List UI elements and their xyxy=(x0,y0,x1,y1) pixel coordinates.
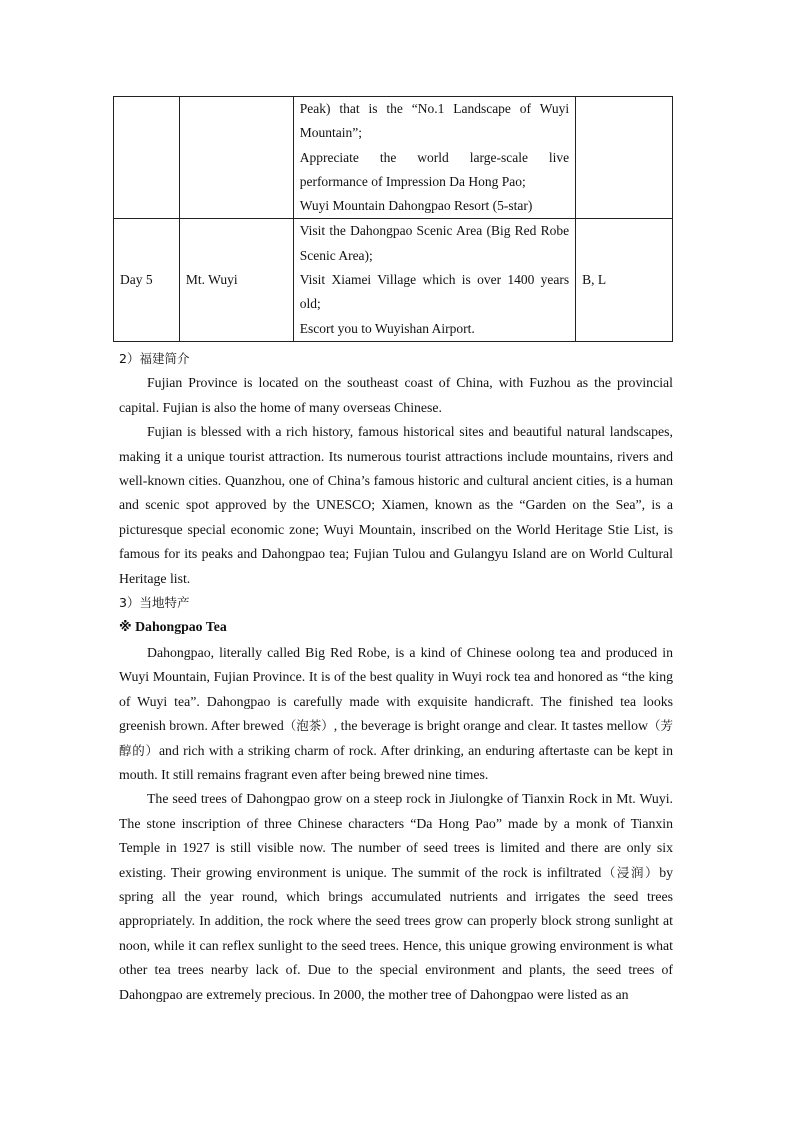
meals-cell xyxy=(576,97,673,219)
day-cell xyxy=(114,97,180,219)
place-cell xyxy=(179,97,293,219)
activity-line: Peak) that is the “No.1 Landscape of Wuyi Mountain”; xyxy=(299,101,570,141)
paragraph xyxy=(119,641,673,787)
text-run: by spring all the year round, which brings accumulated nutrients and irrigates the seed trees appropriately. In addition, the rock where the seed trees grow can properly block strong sunlight at noon, while it can reflex sunlight to the seed trees. Hence, this unique growing environment is what other tea trees nearby lack of. Due to the special environment and plants, the seed trees of Dahongpao are extremely precious. In 2000, the mother tree of Dahongpao were listed as an xyxy=(119,864,673,1002)
place-cell: Mt. Wuyi xyxy=(179,219,293,341)
product-title: Dahongpao Tea xyxy=(135,619,227,635)
activity-line: Wuyi Mountain Dahongpao Resort (5-star) xyxy=(299,198,533,214)
activity-line: Appreciate the world large-scale live performance of Impression Da Hong Pao; xyxy=(299,149,570,189)
activity-line: Escort you to Wuyishan Airport. xyxy=(299,320,475,336)
activity-line: Visit the Dahongpao Scenic Area (Big Red Robe Scenic Area); xyxy=(299,223,570,263)
table-row xyxy=(114,219,673,341)
reference-mark-icon: ※ xyxy=(119,620,132,636)
paragraph: Fujian Province is located on the southeast coast of China, with Fuzhou as the provincial capital. Fujian is also the home of many overseas Chinese. xyxy=(119,375,673,415)
activities-cell xyxy=(293,97,575,219)
chinese-gloss: （浸润） xyxy=(601,864,660,880)
paragraph: Fujian is blessed with a rich history, famous historical sites and beautiful natural landscapes, making it a unique tourist attraction. Its numerous tourist attractions include mountains, rivers and well-known cities. Quanzhou, one of China’s famous historic and cultural ancient cities, is a human and scenic spot approved by the UNESCO; Xiamen, known as the “Garden on the Sea”, is a picturesque special economic zone; Wuyi Mountain, inscribed on the World Heritage Stie List, is famous for its peaks and Dahongpao tea; Fujian Tulou and Gulangyu Island are on World Cultural Heritage list. xyxy=(119,424,673,586)
chinese-gloss: （芳醇的） xyxy=(119,718,673,758)
text-run: The seed trees of Dahongpao grow on a steep rock in Jiulongke of Tianxin Rock in Mt. Wuyi. The stone inscription of three Chinese characters “Da Hong Pao” made by a monk of Tianxin Temple in 1927 is still visible now. The number of seed trees is limited and there are only six existing. Their growing environment is unique. The summit of the rock is infiltrated xyxy=(119,791,673,880)
text-run: Dahongpao, literally called Big Red Robe, is a kind of Chinese oolong tea and produced in Wuyi Mountain, Fujian Province. It is of the best quality in Wuyi rock tea and honored as “the king of Wuyi tea”. Dahongpao is carefully made with exquisite handicraft. The finished tea looks greenish brown. After brewed xyxy=(119,644,673,734)
activities-cell xyxy=(293,219,575,341)
product-heading xyxy=(119,615,673,640)
section-heading: 3）当地特产 xyxy=(119,595,190,611)
activity-line: Visit Xiamei Village which is over 1400 years old; xyxy=(299,272,570,312)
chinese-gloss: （泡茶） xyxy=(283,718,334,734)
day-cell: Day 5 xyxy=(114,219,180,341)
text-run: , the beverage is bright orange and clear. It tastes mellow xyxy=(333,718,648,734)
paragraph xyxy=(119,787,673,1007)
section-heading: 2）福建简介 xyxy=(119,351,190,366)
table-row xyxy=(114,97,673,219)
itinerary-table xyxy=(113,96,673,342)
meals-cell: B, L xyxy=(576,219,673,341)
document-body xyxy=(119,347,673,1007)
text-run: and rich with a striking charm of rock. After drinking, an enduring aftertaste can be kept in mouth. It still remains fragrant even after being brewed nine times. xyxy=(119,742,673,782)
